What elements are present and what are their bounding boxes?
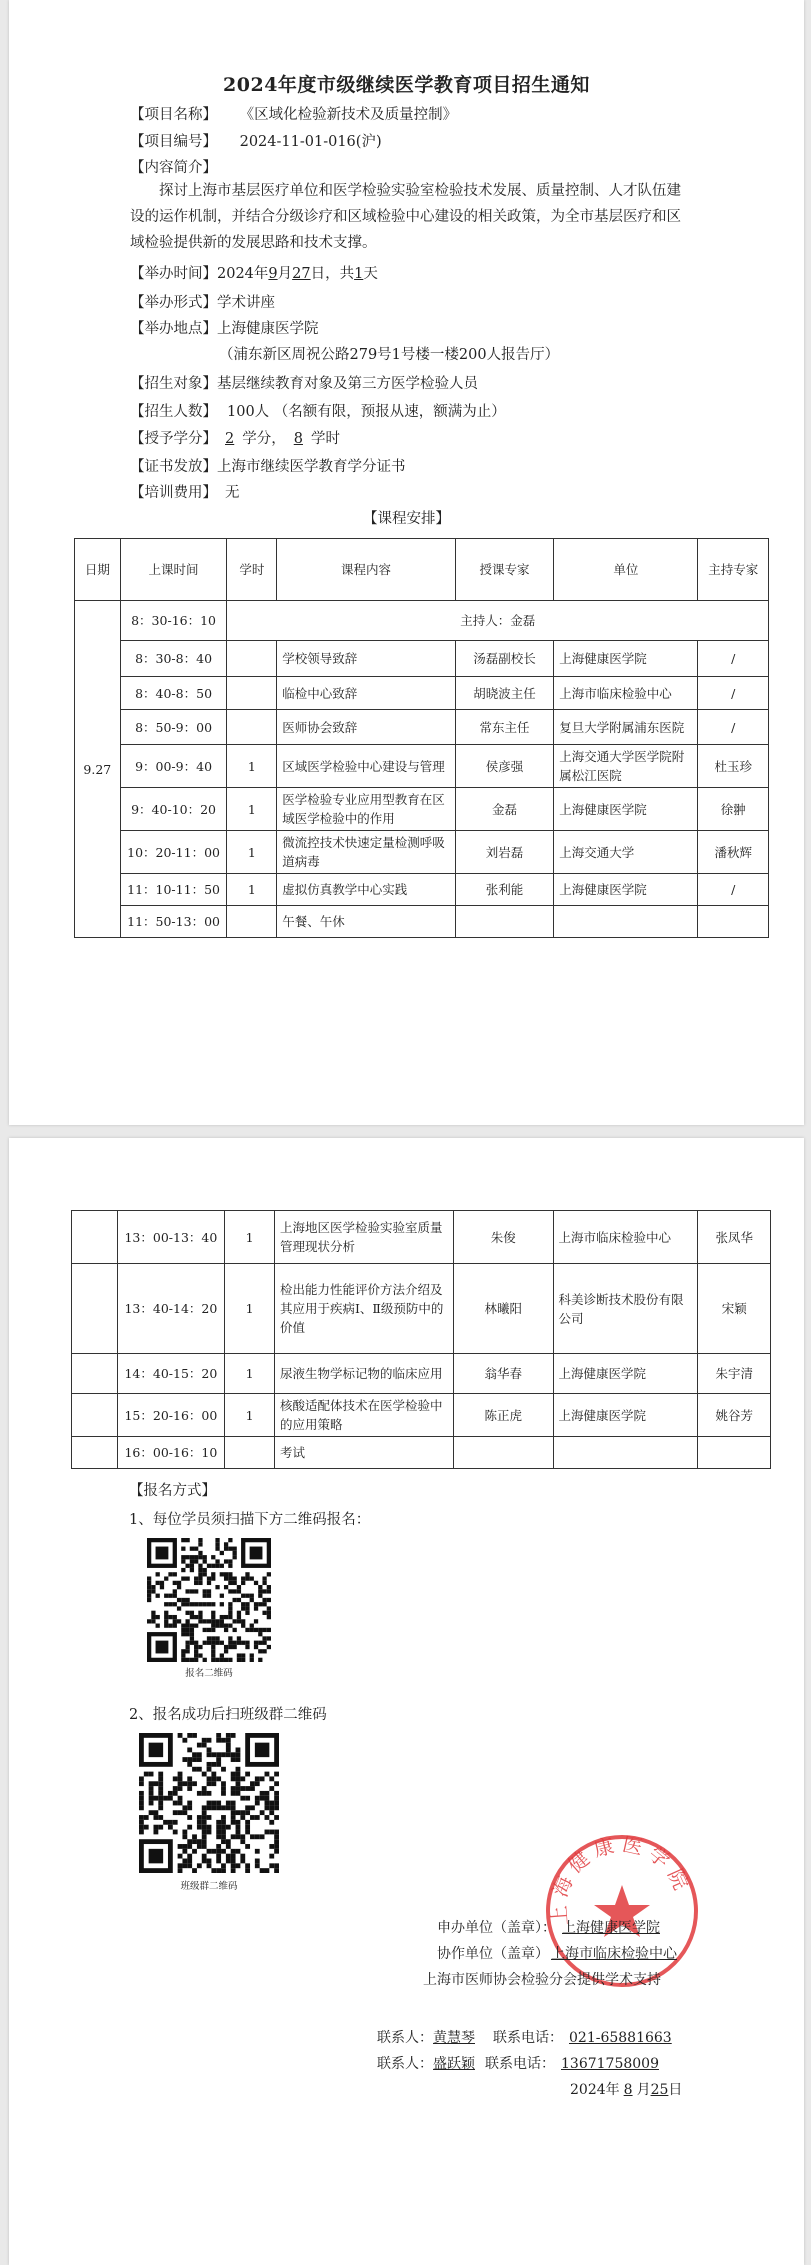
unit-cell: 上海交通大学医学院附属松江医院 xyxy=(554,745,698,788)
hours-cell: 1 xyxy=(227,874,277,906)
speaker-cell: 张利能 xyxy=(455,874,554,906)
credit-value: 2 xyxy=(225,431,235,447)
form-row xyxy=(130,291,275,312)
fee-value: 无 xyxy=(225,485,240,501)
content-cell: 医师协会致辞 xyxy=(277,710,455,745)
speaker-cell: 刘岩磊 xyxy=(455,831,554,874)
time-cell: 9：40-10：20 xyxy=(120,788,227,831)
registration-step-2: 2、报名成功后扫班级群二维码 xyxy=(129,1707,327,1723)
header-speaker: 授课专家 xyxy=(455,539,554,601)
project-code-label: 【项目编号】 xyxy=(130,134,217,150)
unit-cell: 上海健康医学院 xyxy=(553,1394,698,1437)
content-cell: 尿液生物学标记物的临床应用 xyxy=(274,1354,453,1394)
date-cell xyxy=(72,1437,118,1469)
qr2-caption: 班级群二维码 xyxy=(180,1881,238,1892)
page-1 xyxy=(9,0,804,1125)
speaker-cell: 陈正虎 xyxy=(454,1394,553,1437)
contact-1-phone-label: 联系电话： xyxy=(493,2030,563,2046)
project-code-row xyxy=(130,130,382,151)
notice-title: 2024年度市级继续医学教育项目招生通知 xyxy=(223,74,590,96)
contact-2-name: 盛跃颖 xyxy=(433,2056,475,2072)
credit-label: 【授予学分】 xyxy=(130,431,217,447)
speaker-cell: 侯彦强 xyxy=(455,745,554,788)
time-cell: 11：50-13：00 xyxy=(120,906,227,938)
time-year: 2024年 xyxy=(217,266,269,282)
time-days: 1 xyxy=(354,266,364,282)
chair-cell: 张凤华 xyxy=(698,1211,771,1264)
credit-row xyxy=(130,427,340,448)
cert-row xyxy=(130,455,406,476)
hours-cell: 1 xyxy=(227,831,277,874)
contact-2-label: 联系人： xyxy=(377,2056,433,2072)
hours-cell xyxy=(225,1437,275,1469)
speaker-cell xyxy=(455,906,554,938)
content-cell: 核酸适配体技术在医学检验中的应用策略 xyxy=(274,1394,453,1437)
date-cell xyxy=(72,1211,118,1264)
unit-cell: 上海健康医学院 xyxy=(554,641,698,677)
registration-qr-code[interactable] xyxy=(147,1538,271,1662)
time-cell: 8：30-8：40 xyxy=(120,641,227,677)
hours-cell xyxy=(227,906,277,938)
header-chair: 主持专家 xyxy=(698,539,769,601)
class-group-qr-code[interactable] xyxy=(139,1733,279,1873)
speaker-cell: 朱俊 xyxy=(454,1211,553,1264)
content-cell: 考试 xyxy=(274,1437,453,1469)
time-cell: 11：10-11：50 xyxy=(120,874,227,906)
page-2 xyxy=(9,1138,804,2265)
schedule-title: 【课程安排】 xyxy=(363,511,450,527)
time-cell: 14：40-15：20 xyxy=(117,1354,225,1394)
content-cell: 临检中心致辞 xyxy=(277,677,455,710)
time-cell: 13：40-14：20 xyxy=(117,1264,225,1354)
cert-value: 上海市继续医学教育学分证书 xyxy=(217,459,406,475)
issue-date xyxy=(570,2079,682,2099)
header-unit: 单位 xyxy=(554,539,698,601)
contact-2 xyxy=(377,2053,665,2073)
target-row xyxy=(130,372,478,393)
content-cell: 微流控技术快速定量检测呼吸道病毒 xyxy=(277,831,455,874)
hours-cell: 1 xyxy=(227,788,277,831)
speaker-cell xyxy=(454,1437,553,1469)
speaker-cell: 胡晓波主任 xyxy=(455,677,554,710)
unit-cell: 上海健康医学院 xyxy=(553,1354,698,1394)
chair-cell: / xyxy=(698,874,769,906)
unit-cell: 科美诊断技术股份有限公司 xyxy=(553,1264,698,1354)
speaker-cell: 常东主任 xyxy=(455,710,554,745)
content-cell: 虚拟仿真教学中心实践 xyxy=(277,874,455,906)
time-row xyxy=(130,262,378,283)
organizer-row: 申办单位（盖章）： 上海健康医学院 xyxy=(437,1917,666,1937)
content-intro-label: 【内容简介】 xyxy=(130,160,217,176)
content-cell: 医学检验专业应用型教育在区域医学检验中的作用 xyxy=(277,788,455,831)
place-label: 【举办地点】 xyxy=(130,321,217,337)
unit-cell: 复旦大学附属浦东医院 xyxy=(554,710,698,745)
time-cell: 13：00-13：40 xyxy=(117,1211,225,1264)
registration-step-1: 1、每位学员须扫描下方二维码报名： xyxy=(129,1512,371,1528)
header-hours: 学时 xyxy=(227,539,277,601)
content-cell: 检出能力性能评价方法介绍及其应用于疾病Ⅰ、Ⅱ级预防中的价值 xyxy=(274,1264,453,1354)
header-content: 课程内容 xyxy=(277,539,455,601)
intro-paragraph: 探讨上海市基层医疗单位和医学检验实验室检验技术发展、质量控制、人才队伍建设的运作机制，并结合分级诊疗和区域检验中心建设的相关政策，为全市基层医疗和区域检验提供新的发展思路和技术支撑。 xyxy=(130,183,681,251)
speaker-cell: 金磊 xyxy=(455,788,554,831)
count-label: 【招生人数】 xyxy=(130,404,217,420)
academic-support: 上海市医师协会检验分会提供学术支持 xyxy=(423,1972,661,1988)
chair-cell: 徐翀 xyxy=(698,788,769,831)
table-row xyxy=(72,1264,771,1354)
unit-cell: 上海市临床检验中心 xyxy=(554,677,698,710)
stamp-text: 上海健康医学院 xyxy=(548,1833,694,1927)
chair-cell: 杜玉珍 xyxy=(698,745,769,788)
qr1-caption: 报名二维码 xyxy=(185,1668,233,1679)
time-cell: 10：20-11：00 xyxy=(120,831,227,874)
target-label: 【招生对象】 xyxy=(130,376,217,392)
content-intro-row xyxy=(130,156,217,177)
table-row xyxy=(75,641,769,677)
time-cell: 15：20-16：00 xyxy=(117,1394,225,1437)
time-day-unit: 日，共 xyxy=(310,266,355,282)
issue-date-day-unit: 日 xyxy=(668,2082,683,2098)
contact-1-phone: 021-65881663 xyxy=(569,2030,672,2046)
hours-cell xyxy=(227,710,277,745)
issue-date-year: 2024年 xyxy=(570,2082,620,2098)
contact-1-name: 黄慧琴 xyxy=(433,2030,475,2046)
contact-1 xyxy=(377,2027,678,2047)
table-row xyxy=(75,874,769,906)
time-month-unit: 月 xyxy=(277,266,293,282)
header-date: 日期 xyxy=(75,539,121,601)
issue-date-month-unit: 月 xyxy=(636,2082,651,2098)
date-cell xyxy=(72,1394,118,1437)
form-value: 学术讲座 xyxy=(217,295,275,311)
co-organizer-row xyxy=(437,1943,677,1963)
schedule-table-1 xyxy=(74,538,769,938)
credit-unit: 学分， xyxy=(242,431,286,447)
time-cell: 8：50-9：00 xyxy=(120,710,227,745)
table-row xyxy=(75,677,769,710)
content-cell: 学校领导致辞 xyxy=(277,641,455,677)
speaker-cell: 汤磊副校长 xyxy=(455,641,554,677)
table-row xyxy=(72,1211,771,1264)
address-row: （浦东新区周祝公路279号1号楼一楼200人报告厅） xyxy=(219,347,560,363)
official-seal-stamp xyxy=(544,1833,700,1989)
fee-label: 【培训费用】 xyxy=(130,485,217,501)
chair-cell: 朱宇清 xyxy=(698,1354,771,1394)
table-row xyxy=(75,831,769,874)
hours-cell: 1 xyxy=(225,1264,275,1354)
time-cell: 9：00-9：40 xyxy=(120,745,227,788)
organizer-label: 申办单位（盖章） xyxy=(437,1920,542,1936)
unit-cell: 上海健康医学院 xyxy=(554,874,698,906)
registration-label: 【报名方式】 xyxy=(129,1483,216,1499)
place-value: 上海健康医学院 xyxy=(217,321,319,337)
project-name-label: 【项目名称】 xyxy=(130,107,217,123)
speaker-cell: 翁华春 xyxy=(454,1354,553,1394)
hours-cell xyxy=(227,641,277,677)
host-cell: 主持人：金磊 xyxy=(227,601,769,641)
co-organizer-label: 协作单位（盖章） xyxy=(437,1946,549,1962)
chair-cell: / xyxy=(698,641,769,677)
hours-cell xyxy=(227,677,277,710)
time-days-unit: 天 xyxy=(363,266,378,282)
contact-2-phone: 13671758009 xyxy=(561,2056,659,2072)
hours-cell: 1 xyxy=(225,1354,275,1394)
hours-cell: 1 xyxy=(225,1211,275,1264)
chair-cell: 宋颖 xyxy=(698,1264,771,1354)
chair-cell: 潘秋辉 xyxy=(698,831,769,874)
time-label: 【举办时间】 xyxy=(130,266,217,282)
target-value: 基层继续教育对象及第三方医学检验人员 xyxy=(217,376,478,392)
host-row xyxy=(75,601,769,641)
form-label: 【举办形式】 xyxy=(130,295,217,311)
time-month: 9 xyxy=(268,266,278,282)
hours-cell: 1 xyxy=(227,745,277,788)
project-name-row xyxy=(130,103,457,124)
host-time-cell: 8：30-16：10 xyxy=(120,601,227,641)
contact-2-phone-label: 联系电话： xyxy=(485,2056,555,2072)
content-cell: 区域医学检验中心建设与管理 xyxy=(277,745,455,788)
project-code-value: 2024-11-01-016(沪) xyxy=(239,134,382,150)
issue-date-month: 8 xyxy=(623,2082,633,2098)
content-cell: 午餐、午休 xyxy=(277,906,455,938)
time-cell: 16：00-16：10 xyxy=(117,1437,225,1469)
unit-cell: 上海市临床检验中心 xyxy=(553,1211,698,1264)
chair-cell: / xyxy=(698,710,769,745)
time-day: 27 xyxy=(292,266,311,282)
place-row xyxy=(130,317,319,338)
speaker-cell: 林曦阳 xyxy=(454,1264,553,1354)
unit-cell: 上海健康医学院 xyxy=(554,788,698,831)
hours-value: 8 xyxy=(293,431,303,447)
hours-unit: 学时 xyxy=(310,431,340,447)
unit-cell xyxy=(553,1437,698,1469)
table-row xyxy=(75,906,769,938)
date-cell xyxy=(72,1354,118,1394)
fee-row xyxy=(130,481,240,502)
date-cell: 9.27 xyxy=(75,601,121,938)
count-row xyxy=(130,400,506,421)
chair-cell xyxy=(698,906,769,938)
contact-1-label: 联系人： xyxy=(377,2030,433,2046)
table-row xyxy=(72,1354,771,1394)
time-cell: 8：40-8：50 xyxy=(120,677,227,710)
unit-cell: 上海交通大学 xyxy=(554,831,698,874)
chair-cell: / xyxy=(698,677,769,710)
content-cell: 上海地区医学检验实验室质量管理现状分析 xyxy=(274,1211,453,1264)
unit-cell xyxy=(554,906,698,938)
table-row xyxy=(72,1394,771,1437)
table-row xyxy=(72,1437,771,1469)
schedule-table-2 xyxy=(71,1210,771,1469)
hours-cell: 1 xyxy=(225,1394,275,1437)
table-row xyxy=(75,745,769,788)
project-name-value: 《区域化检验新技术及质量控制》 xyxy=(239,107,458,123)
table-row xyxy=(75,788,769,831)
cert-label: 【证书发放】 xyxy=(130,459,217,475)
header-time: 上课时间 xyxy=(120,539,227,601)
issue-date-day: 25 xyxy=(650,2082,669,2098)
count-value: 100人 （名额有限，预报从速，额满为止） xyxy=(227,404,506,420)
date-cell xyxy=(72,1264,118,1354)
chair-cell: 姚谷芳 xyxy=(698,1394,771,1437)
co-organizer-value: 上海市临床检验中心 xyxy=(551,1946,677,1962)
organizer-value: 上海健康医学院 xyxy=(562,1920,660,1936)
table-header-row xyxy=(75,539,769,601)
table-row xyxy=(75,710,769,745)
chair-cell xyxy=(698,1437,771,1469)
